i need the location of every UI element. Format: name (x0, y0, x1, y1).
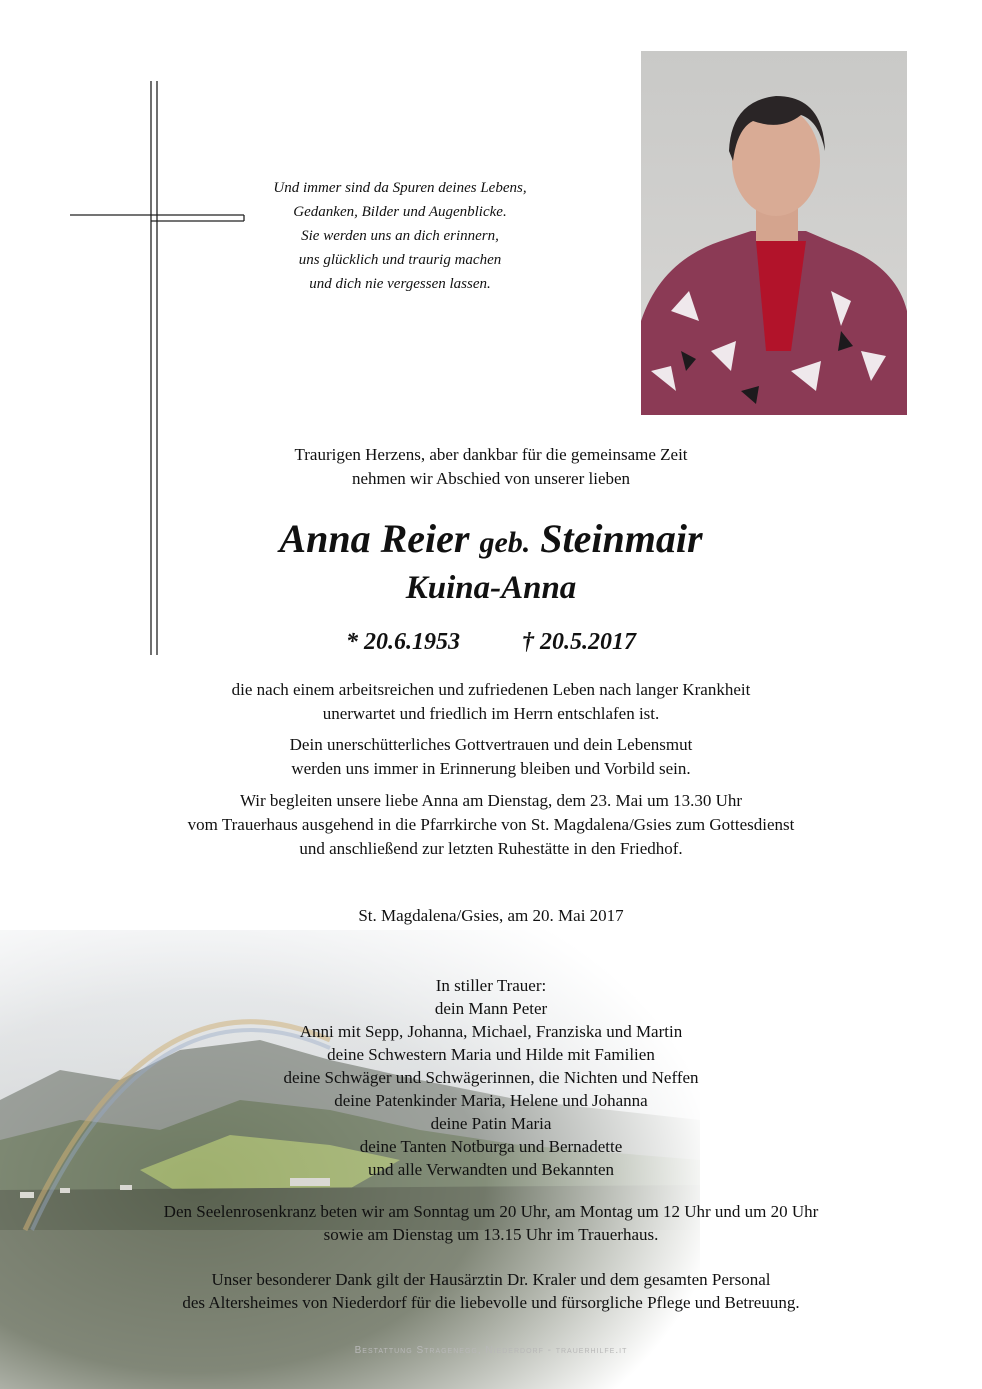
mourner-item: deine Tanten Notburga und Bernadette (359, 1137, 623, 1156)
place-date: St. Magdalena/Gsies, am 20. Mai 2017 (358, 906, 624, 925)
thanks-line: des Altersheimes von Niederdorf für die liebevolle und fürsorgliche Pflege und Betreuung. (182, 1293, 800, 1312)
deceased-name (0, 513, 982, 569)
mourner-item: deine Schwestern Maria und Hilde mit Familien (327, 1045, 655, 1064)
intro-line: nehmen wir Abschied von unserer lieben (351, 469, 631, 488)
paragraph-passing (0, 678, 982, 726)
paragraph-faith (0, 733, 982, 781)
mourner-item: deine Patenkinder Maria, Helene und Johanna (334, 1091, 648, 1110)
quote-line: Sie werden uns an dich erinnern, (301, 228, 499, 244)
mourner-item: deine Patin Maria (430, 1114, 552, 1133)
mourners-heading: In stiller Trauer: (435, 976, 547, 995)
mourner-item: deine Schwäger und Schwägerinnen, die Nichten und Neffen (283, 1068, 699, 1087)
mourners-list (0, 974, 982, 1181)
quote-line: und dich nie vergessen lassen. (309, 276, 491, 292)
paragraph-funeral (0, 789, 982, 861)
mourner-item: dein Mann Peter (434, 999, 548, 1018)
paragraph-line: Wir begleiten unsere liebe Anna am Dienstag, dem 23. Mai um 13.30 Uhr (239, 791, 743, 810)
deceased-nickname: Kuina-Anna (405, 570, 577, 606)
deceased-maiden-name: Steinmair (540, 516, 703, 561)
intro-line: Traurigen Herzens, aber dankbar für die gemeinsame Zeit (294, 445, 688, 464)
thanks-notice (0, 1268, 982, 1314)
mourner-item: und alle Verwandten und Bekannten (367, 1160, 615, 1179)
paragraph-line: die nach einem arbeitsreichen und zufriedenen Leben nach langer Krankheit (231, 680, 751, 699)
paragraph-line: und anschließend zur letzten Ruhestätte in den Friedhof. (299, 839, 683, 858)
quote-line: Gedanken, Bilder und Augenblicke. (293, 204, 507, 220)
portrait-photo (641, 51, 907, 415)
thanks-line: Unser besonderer Dank gilt der Hausärztin Dr. Kraler und dem gesamten Personal (211, 1270, 771, 1289)
paragraph-line: unerwartet und friedlich im Herrn entschlafen ist. (322, 704, 660, 723)
life-dates (0, 624, 982, 660)
quote-line: uns glücklich und traurig machen (298, 252, 502, 268)
rosary-line: sowie am Dienstag um 13.15 Uhr im Trauerhaus. (323, 1225, 659, 1244)
geb-label: geb. (479, 526, 531, 559)
intro-text (0, 443, 982, 491)
deceased-first-name: Anna Reier (279, 516, 470, 561)
footer-credit: Bestattung Stragenegg, Niederdorf - trauerhilfe.it (354, 1345, 628, 1356)
rosary-notice (0, 1200, 982, 1246)
birth-date: * 20.6.1953 (346, 629, 460, 655)
paragraph-line: Dein unerschütterliches Gottvertrauen und dein Lebensmut (289, 735, 693, 754)
rosary-line: Den Seelenrosenkranz beten wir am Sonntag um 20 Uhr, am Montag um 12 Uhr und um 20 Uhr (163, 1202, 819, 1221)
quote-line: Und immer sind da Spuren deines Lebens, (273, 180, 527, 196)
mourner-item: Anni mit Sepp, Johanna, Michael, Franziska und Martin (299, 1022, 683, 1041)
paragraph-line: werden uns immer in Erinnerung bleiben und Vorbild sein. (291, 759, 691, 778)
paragraph-line: vom Trauerhaus ausgehend in die Pfarrkirche von St. Magdalena/Gsies zum Gottesdienst (187, 815, 795, 834)
memorial-quote (240, 176, 560, 296)
death-date: † 20.5.2017 (522, 629, 636, 655)
